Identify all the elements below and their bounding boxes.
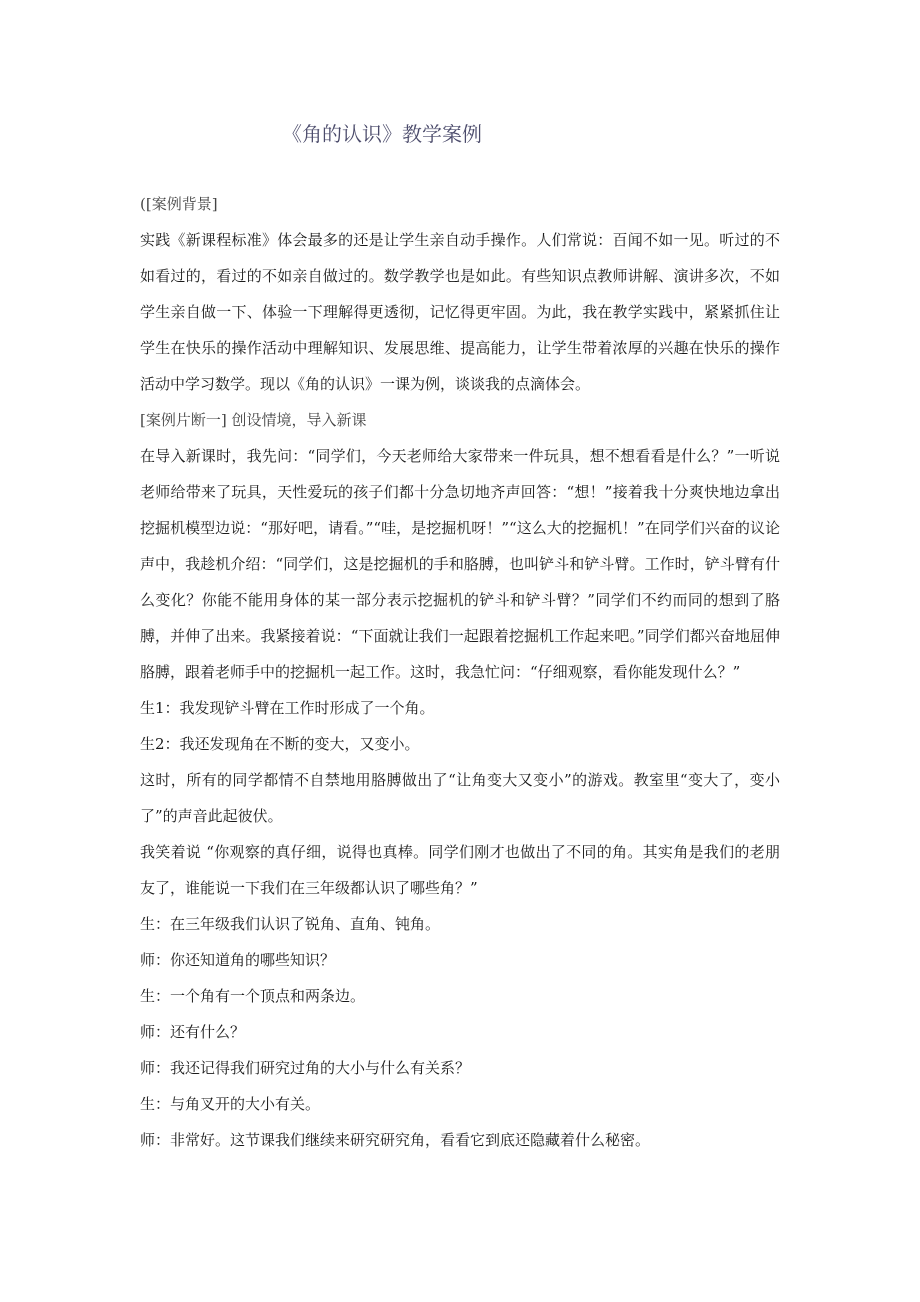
dialogue-line: 生：一个角有一个顶点和两条边。	[140, 987, 366, 1005]
document-body	[140, 186, 780, 1158]
section-fragment-one-label: [案例片断一] 创设情境，导入新课	[140, 411, 367, 429]
dialogue-line: 生1：我发现铲斗臂在工作时形成了一个角。	[140, 699, 435, 717]
narrative-paragraph: 我笑着说 “你观察的真仔细，说得也真棒。同学们刚才也做出了不同的角。其实角是我们的老朋友了，谁能说一下我们在三年级都认识了哪些角？”	[140, 843, 780, 897]
dialogue-line: 师：我还记得我们研究过角的大小与什么有关系？	[140, 1059, 471, 1077]
background-paragraph: 实践《新课程标准》体会最多的还是让学生亲自动手操作。人们常说：百闻不如一见。听过的不如看过的，看过的不如亲自做过的。数学教学也是如此。有些知识点教师讲解、演讲多次，不如学生亲自做一下、体验一下理解得更透彻，记忆得更牢固。为此，我在教学实践中，紧紧抓住让学生在快乐的操作活动中理解知识、发展思维、提高能力，让学生带着浓厚的兴趣在快乐的操作活动中学习数学。现以《角的认识》一课为例，谈谈我的点滴体会。	[140, 231, 780, 393]
section-background-label: ([案例背景]	[140, 195, 218, 213]
dialogue-line: 生：与角叉开的大小有关。	[140, 1095, 321, 1113]
intro-narrative-paragraph: 在导入新课时，我先问：“同学们，今天老师给大家带来一件玩具，想不想看看是什么？”一听说老师给带来了玩具，天性爱玩的孩子们都十分急切地齐声回答：“想！”接着我十分爽快地边拿出挖掘机模型边说：“那好吧，请看。”“哇，是挖掘机呀！”“这么大的挖掘机！”在同学们兴奋的议论声中，我趁机介绍：“同学们，这是挖掘机的手和胳膊，也叫铲斗和铲斗臂。工作时，铲斗臂有什么变化？你能不能用身体的某一部分表示挖掘机的铲斗和铲斗臂？”同学们不约而同的想到了胳膊，并伸了出来。我紧接着说：“下面就让我们一起跟着挖掘机工作起来吧。”同学们都兴奋地屈伸胳膊，跟着老师手中的挖掘机一起工作。这时，我急忙问：“仔细观察，看你能发现什么？”	[140, 447, 780, 681]
dialogue-line: 生2：我还发现角在不断的变大，又变小。	[140, 735, 420, 753]
dialogue-line: 师：非常好。这节课我们继续来研究研究角，看看它到底还隐藏着什么秘密。	[140, 1131, 651, 1149]
narrative-paragraph: 这时，所有的同学都情不自禁地用胳膊做出了“让角变大又变小”的游戏。教室里“变大了，变小了”的声音此起彼伏。	[140, 771, 780, 825]
document-title: 《角的认识》教学案例	[282, 122, 482, 146]
dialogue-line: 师：还有什么？	[140, 1023, 246, 1041]
dialogue-line: 生：在三年级我们认识了锐角、直角、钝角。	[140, 915, 441, 933]
dialogue-line: 师：你还知道角的哪些知识？	[140, 951, 336, 969]
